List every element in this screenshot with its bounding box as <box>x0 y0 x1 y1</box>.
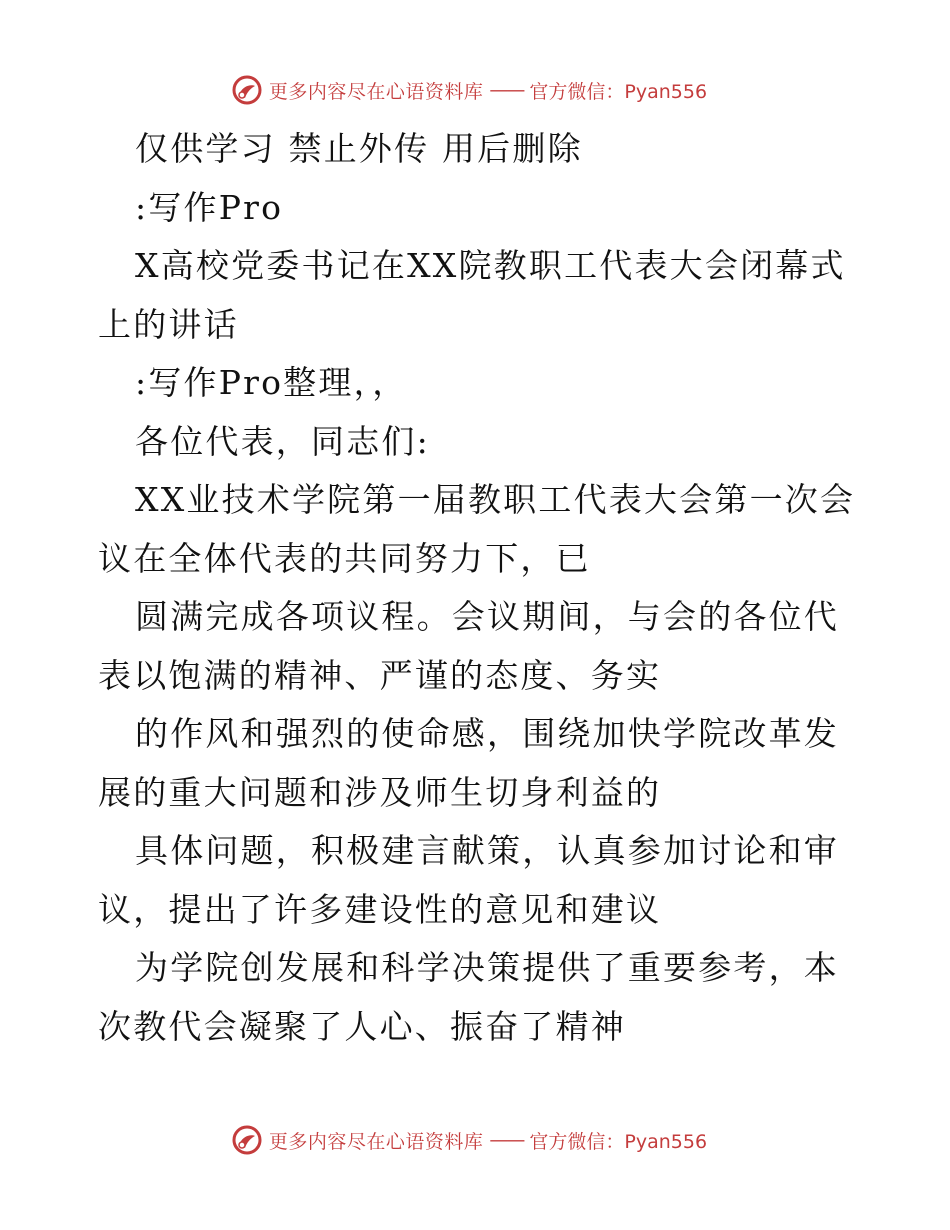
document-body <box>98 120 858 1056</box>
watermark-wechat: 官方微信：Pyan556 <box>529 1130 708 1153</box>
paragraph: 圆满完成各项议程。会议期间，与会的各位代表以饱满的精神、严谨的态度、务实 <box>98 597 839 695</box>
watermark-dash: —— <box>489 1129 524 1151</box>
paragraph: X高校党委书记在XX院教职工代表大会闭幕式上的讲话 <box>98 246 846 344</box>
watermark-text: 更多内容尽在心语资料库 <box>268 1130 484 1153</box>
watermark-dash: —— <box>489 79 524 101</box>
header-watermark <box>0 70 950 110</box>
brand-logo-icon <box>231 74 263 106</box>
paragraph: 各位代表，同志们: <box>135 421 430 461</box>
paragraph: :写作Pro <box>135 187 284 227</box>
watermark-text: 更多内容尽在心语资料库 <box>268 80 484 103</box>
watermark-wechat: 官方微信：Pyan556 <box>529 80 708 103</box>
paragraph: :写作Pro整理，， <box>135 363 408 402</box>
paragraph: 为学院创发展和科学决策提供了重要参考，本次教代会凝聚了人心、振奋了精神 <box>98 948 839 1046</box>
footer-watermark <box>0 1120 950 1160</box>
paragraph: XX业技术学院第一届教职工代表大会第一次会议在全体代表的共同努力下，已 <box>98 480 856 578</box>
paragraph: 仅供学习 禁止外传 用后删除 <box>135 129 583 168</box>
paragraph: 的作风和强烈的使命感，围绕加快学院改革发展的重大问题和涉及师生切身利益的 <box>98 714 839 812</box>
paragraph: 具体问题，积极建言献策，认真参加讨论和审议，提出了许多建设性的意见和建议 <box>98 831 839 929</box>
brand-logo-icon <box>231 1124 263 1156</box>
